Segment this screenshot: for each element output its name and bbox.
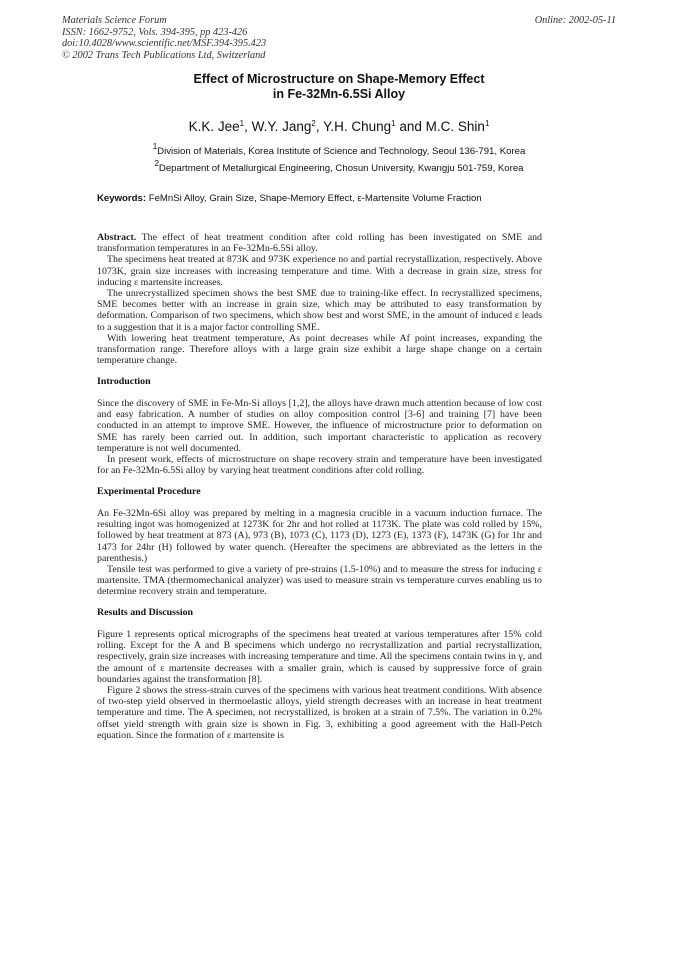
keywords	[97, 193, 482, 204]
keywords-label: Keywords:	[97, 193, 147, 204]
body-paragraph: In present work, effects of microstructure on shape recovery strain and temperature have been investigated for an Fe-32Mn-6.5Si alloy by varying heat treatment conditions after cold rolling.	[97, 454, 542, 477]
author-separator: and	[395, 119, 426, 134]
author-name: Y.H. Chung	[323, 119, 392, 134]
journal-header	[62, 15, 266, 61]
results-body	[97, 629, 542, 741]
author-affiliation-mark: 1	[484, 119, 490, 128]
author-separator: ,	[244, 119, 252, 134]
affiliation-text: Department of Metallurgical Engineering, Chosun University, Kwangju 501-759, Korea	[158, 163, 524, 174]
copyright-line: © 2002 Trans Tech Publications Ltd, Switzerland	[62, 49, 266, 61]
doi-line: doi:10.4028/www.scientific.net/MSF.394-395.423	[62, 38, 267, 50]
paper-title	[62, 72, 616, 102]
affiliation-number: 2	[154, 159, 159, 168]
experimental-heading: Experimental Procedure	[97, 486, 201, 497]
affiliation-number: 1	[152, 142, 158, 151]
affiliation-2	[62, 159, 616, 174]
author-list	[62, 119, 616, 134]
introduction-body	[97, 398, 542, 476]
author-affiliation-mark: 1	[239, 119, 245, 128]
title-line-2: in Fe-32Mn-6.5Si Alloy	[272, 87, 406, 101]
body-paragraph: An Fe-32Mn-6Si alloy was prepared by melting in a magnesia crucible in a vacuum induction furnace. The resulting ingot was homogenized at 1273K for 2hr and hot rolled at 1173K. The plate was cold rolled by 15%, followed by heat treatment at 873 (A), 973 (B), 1073 (C), 1173 (D), 1273 (E), 1373 (F), 1473K (G) for 1hr and 1473 for 24hr (H) followed by water quench. (Hereafter the specimens are abbreviated as the letters in the parenthesis.)	[97, 508, 542, 564]
abstract-label: Abstract.	[97, 232, 137, 243]
author-name: W.Y. Jang	[251, 119, 312, 134]
body-paragraph: Figure 2 shows the stress-strain curves of the specimens with various heat treatment conditions. With absence of two-step yield observed in thermoelastic alloys, yield strength decreases with an increase in heat treatment temperature and time. The A specimen, not recrystallized, is broken at a strain of 7.5%. The variation in 0.2% offset yield strength with grain size is shown in Fig. 3, exhibiting a good agreement with the Hall-Petch equation. Since the formation of ε martensite is	[97, 685, 542, 741]
author-separator: ,	[315, 119, 324, 134]
title-line-1: Effect of Microstructure on Shape-Memory Effect	[193, 72, 485, 86]
body-paragraph: Since the discovery of SME in Fe-Mn-Si alloys [1,2], the alloys have drawn much attention because of low cost and easy fabrication. A number of studies on alloy composition control [3-6] and training [7] have been conducted in an attempt to improve SME. However, the influence of microstructure prior to deformation on SME has rarely been carried out. In addition, such important characteristic to application as recovery temperature is not well documented.	[97, 398, 542, 454]
author-name: M.C. Shin	[425, 119, 485, 134]
abstract-paragraph: The unrecrystallized specimen shows the best SME due to training-like effect. In recrystallized specimens, SME becomes better with an increase in grain size, which may be attributed to easy transformation by deformation. Comparison of two specimens, which show best and worst SME, in the amount of induced ε leads to a suggestion that it is a major factor controlling SME.	[97, 288, 542, 333]
author-name: K.K. Jee	[188, 119, 240, 134]
results-heading: Results and Discussion	[97, 607, 194, 618]
abstract-paragraph: The specimens heat treated at 873K and 973K experience no and partial recrystallization, respectively. Above 1073K, grain size increases with increasing temperature and time. With a decrease in grain size, stress for inducing ε martensite increases.	[97, 254, 542, 288]
abstract-paragraph: Abstract. The effect of heat treatment condition after cold rolling has been investigated on SME and transformation temperatures in an Fe-32Mn-6.5Si alloy.	[97, 232, 542, 255]
author-affiliation-mark: 2	[311, 119, 316, 128]
abstract	[97, 232, 542, 366]
affiliation-1	[62, 142, 616, 157]
body-paragraph: Tensile test was performed to give a variety of pre-strains (1.5-10%) and to measure the stress for inducing ε martensite. TMA (thermomechanical analyzer) was used to measure strain vs temperature curves enabling us to determine recovery strain and temperature.	[97, 564, 542, 598]
body-paragraph: Figure 1 represents optical micrographs of the specimens heat treated at various temperatures after 15% cold rolling. Except for the A and B specimens which undergo no recrystallization and partial recrystallization, respectively, grain size increases with increasing temperature and time. All the specimens contain twins in γ, and the amount of ε martensite decreases with a smaller grain, which is caused by suppressive force of grain boundaries against the transformation [8].	[97, 629, 542, 685]
abstract-paragraph: With lowering heat treatment temperature, As point decreases while Af point increases, expanding the transformation range. Therefore alloys with a large grain size exhibit a large shape change on a certain temperature change.	[97, 332, 542, 367]
introduction-heading: Introduction	[97, 376, 151, 387]
issn-line: ISSN: 1662-9752, Vols. 394-395, pp 423-426	[62, 26, 248, 38]
online-date: Online: 2002-05-11	[534, 15, 616, 26]
affiliation-text: Division of Materials, Korea Institute of Science and Technology, Seoul 136-791, Korea	[157, 146, 526, 157]
journal-name: Materials Science Forum	[62, 15, 167, 26]
keywords-text: FeMnSi Alloy, Grain Size, Shape-Memory Effect, ε-Martensite Volume Fraction	[148, 193, 482, 204]
experimental-body	[97, 508, 542, 598]
author-affiliation-mark: 1	[391, 119, 396, 128]
